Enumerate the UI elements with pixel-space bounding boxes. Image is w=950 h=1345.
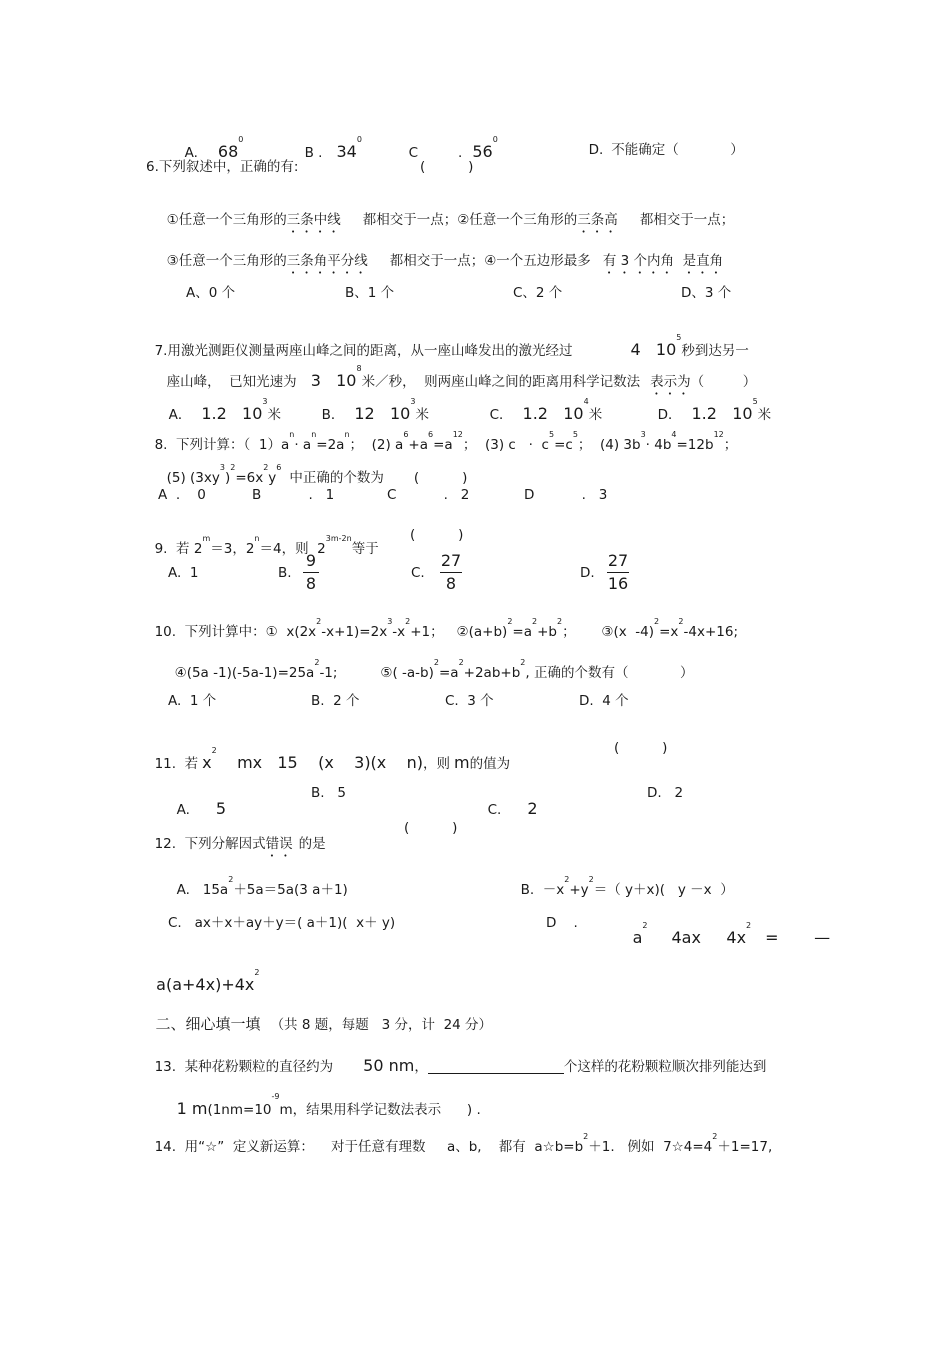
q6-option-c: C、2 个 xyxy=(513,285,563,301)
q8-option-c: C . 2 xyxy=(387,487,470,503)
q9-option-b-denominator: 8 xyxy=(305,574,317,593)
q10-option-b: B. 2 个 xyxy=(311,693,360,709)
q8-option-a: A . 0 xyxy=(158,487,206,503)
q11-option-d: D. 2 xyxy=(647,785,684,801)
q12-option-a: A. $15a^2+5a=5a(3$ a＋1) xyxy=(176,874,348,898)
q9-option-b-numerator: 9 xyxy=(305,551,317,570)
q9-option-a: A. 1 xyxy=(168,565,199,581)
q9-stem: 9. 若 $2^m=3$，$2^n=4$，则 $2^{3m-2n}$等于 xyxy=(154,533,379,557)
q9-answer-paren: ( ) xyxy=(410,527,464,543)
q5-option-b: B . $34^0$ xyxy=(304,134,362,161)
q5-option-a: A. $68^0$ xyxy=(184,134,244,161)
q11-option-b: B. 5 xyxy=(311,785,347,801)
q10-option-c: C. 3 个 xyxy=(445,693,494,709)
q6-answer-paren: ( ) xyxy=(420,159,474,175)
q9-option-c-fraction xyxy=(440,553,462,592)
q5-option-c: C . $56^0$ xyxy=(408,134,498,161)
q13-line-2: 1 $m(1nm=10^{-9}m$，结果用科学记数法表示 ) . xyxy=(176,1091,481,1118)
q8-line-2: (5) $(3xy^3)^2=6x^2y^6$中正确的个数为 ( ) xyxy=(166,462,468,486)
q9-option-d-label: D. xyxy=(580,565,595,581)
q12-option-c: C. ax＋x＋ay＋y＝( a＋1)( x＋ y) xyxy=(168,915,396,931)
q13-answer-blank[interactable] xyxy=(428,1060,564,1074)
q8-line-1: 8. 下列计算：（ $1)a^n\cdot a^n=2a^n$； (2) $a^6+a^6=a^{12}$； (3) $c \cdot c^5=c^5$； (4) $3b^3\cdot 4b^4=12b^{12}$； xyxy=(154,429,738,453)
q9-option-c-denominator: 8 xyxy=(445,574,457,593)
q9-option-b-label: B. xyxy=(278,565,292,581)
q7-option-b: B． 12 $10^3$米 xyxy=(321,396,429,423)
q7-line-2: 座山峰， 已知光速为 3 $10^8$米／秒， 则两座山峰之间的距离用科学记数法 表示为（ ） xyxy=(166,363,757,390)
q8-option-d: D . 3 xyxy=(524,487,608,503)
q11-answer-paren: ( ) xyxy=(614,740,668,756)
q9-option-d-fraction xyxy=(607,553,629,592)
q9-option-d-numerator: 27 xyxy=(607,551,629,570)
q9-option-c-label: C. xyxy=(411,565,425,581)
q10-line-1: 10. 下列计算中：① $x(2x^2-x+1)=2x^3-x^2+1$； $②(a+b)^2=a^2+b^2$； ③(x $-4)^2=x^2-4x+16$; xyxy=(154,616,739,640)
q11-stem: 11. 若 $x^2$ mx 15 (x 3)(x n)，则 m的值为 xyxy=(154,745,511,772)
q9-option-c-numerator: 27 xyxy=(440,551,462,570)
q9-option-d-denominator: 16 xyxy=(607,574,629,593)
q6-option-a: A、0 个 xyxy=(186,285,236,301)
q11-option-a: A. 5 xyxy=(176,798,227,818)
q8-option-b: B . 1 xyxy=(252,487,335,503)
q12-answer-paren: ( ) xyxy=(404,820,458,836)
q13-line-1: 13. 某种花粉颗粒的直径约为 50 nm， 个这样的花粉颗粒顺次排列能达到 xyxy=(154,1055,767,1075)
q7-option-a: A． 1.2 $10^3$米 xyxy=(168,396,281,423)
q12-option-b: B. $-x^2+y^2=$（ y＋x)( y －x ） xyxy=(520,874,734,898)
q12-option-d-label: D . xyxy=(546,915,578,931)
q7-option-d: D． 1.2 $10^5$米 xyxy=(657,396,772,423)
q14-line-1: 14. 用“☆” 定义新运算： 对于任意有理数 a、b, 都有 $a☆b=b^2+1$. 例如 $7☆4=4^2+1=17$, xyxy=(154,1131,773,1155)
q10-line-2: ④(5a $-1)(-5a-1)=25a^2-1$; ⑤( $-a-b)^2=a^2+2ab+b^2$, 正确的个数有（ ） xyxy=(174,657,694,681)
q5-option-d: D. 不能确定（ ） xyxy=(588,141,744,158)
q6-statement-line-2: ③任意一个三角形的三条角平分线 都相交于一点；④一个五边形最多 有 3 个内角 是直角 xyxy=(166,252,724,269)
q7-line-1: 7.用激光测距仪测量两座山峰之间的距离，从一座山峰发出的激光经过 4 $10^5$秒到达另一 xyxy=(154,332,749,359)
q9-option-b-fraction xyxy=(303,553,319,592)
q6-stem: 6.下列叙述中，正确的有: xyxy=(146,159,299,175)
q10-option-d: D. 4 个 xyxy=(579,693,629,709)
section-2-heading: 二、细心填一填 （共 8 题，每题 3 分，计 24 分） xyxy=(155,1015,493,1033)
q12-option-d-continuation: $a(a+4x)+4x^2$ xyxy=(156,968,260,994)
q12-stem: 12. 下列分解因式错误 的是 xyxy=(154,835,326,852)
q6-option-b: B、1 个 xyxy=(345,285,395,301)
q10-option-a: A. 1 个 xyxy=(168,693,217,709)
q6-statement-line-1: ①任意一个三角形的三条中线 都相交于一点；②任意一个三角形的三条高 都相交于一点； xyxy=(166,211,735,228)
q7-option-c: C． 1.2 $10^4$米 xyxy=(489,396,603,423)
q12-option-d: $a^24ax$ $4x^2=$ — xyxy=(632,920,831,947)
q6-option-d: D、3 个 xyxy=(681,285,732,301)
q11-option-c: C. 2 xyxy=(487,798,538,818)
